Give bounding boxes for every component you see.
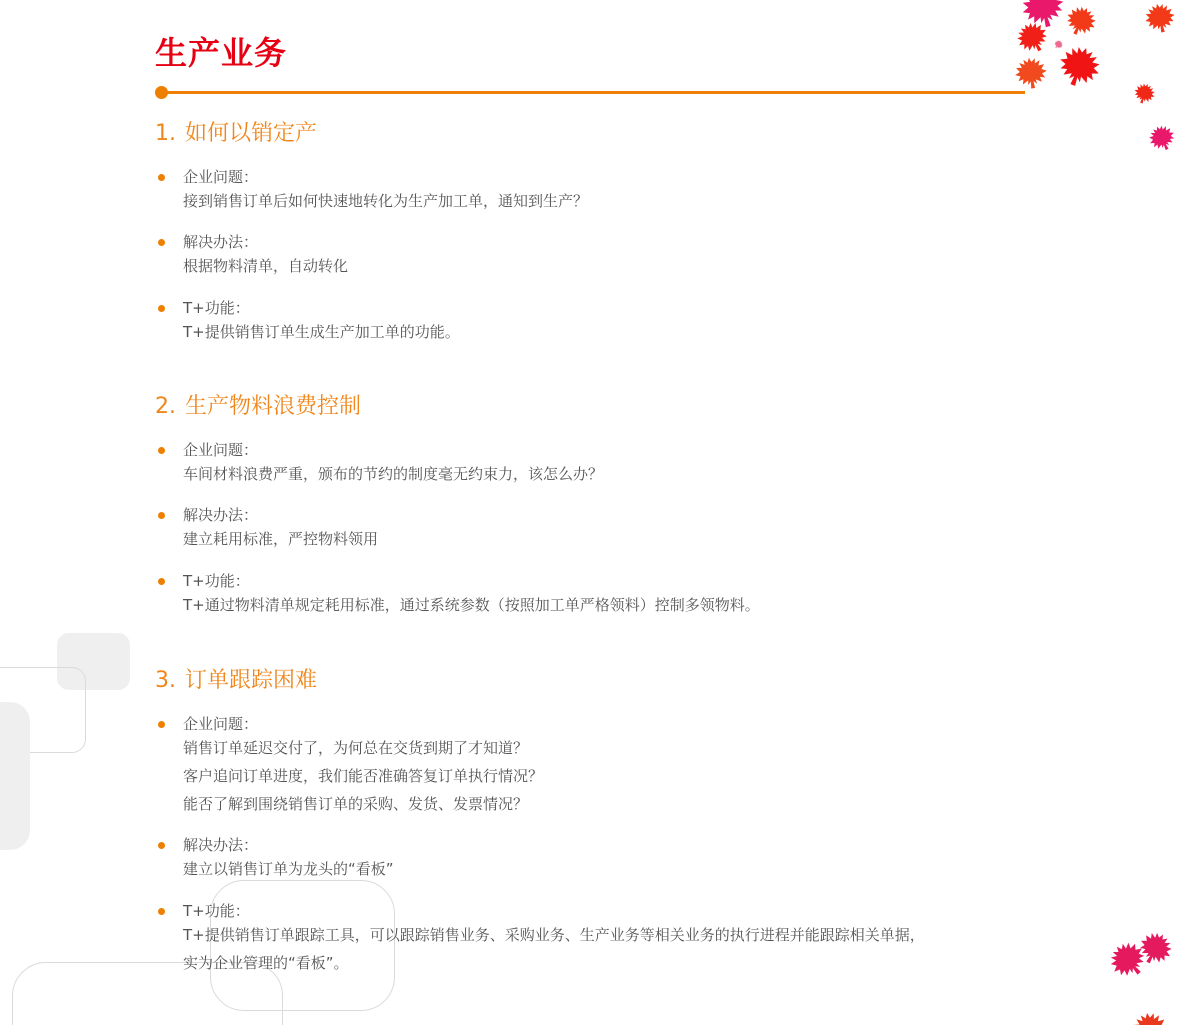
bullet-text-line: T+提供销售订单生成生产加工单的功能。 <box>183 323 460 341</box>
page-title: 生产业务 <box>155 34 288 72</box>
bullet-dot-icon <box>158 578 165 585</box>
bullet-label: T+功能： <box>183 572 250 590</box>
bullet-text-line: T+通过物料清单规定耗用标准，通过系统参数（按照加工单严格领料）控制多领物料。 <box>183 596 760 614</box>
bullet-label: T+功能： <box>183 902 250 920</box>
bullet-label: 企业问题： <box>183 715 259 733</box>
bullet-text-line: 能否了解到围绕销售订单的采购、发货、发票情况？ <box>183 795 529 813</box>
section-title: 如何以销定产 <box>185 121 318 146</box>
bullet-dot-icon <box>158 842 165 849</box>
bullet-label: 解决办法： <box>183 506 259 524</box>
bullet-label: 企业问题： <box>183 168 259 186</box>
bullet-item <box>155 298 1055 346</box>
bullet-text-line: 车间材料浪费严重，颁布的节约的制度毫无约束力，该怎么办？ <box>183 465 604 483</box>
maple-leaf-icon <box>1061 1 1101 41</box>
bullet-label: 企业问题： <box>183 441 259 459</box>
section-number: 3. <box>155 668 176 693</box>
bullet-text-line: 建立耗用标准，严控物料领用 <box>183 530 379 548</box>
maple-leaf-icon <box>1013 55 1049 91</box>
bullet-item <box>155 440 1055 488</box>
bullet-text-line: T+提供销售订单跟踪工具，可以跟踪销售业务、采购业务、生产业务等相关业务的执行进程并能跟踪相关单据， <box>183 926 925 944</box>
bullet-dot-icon <box>158 908 165 915</box>
section-number: 1. <box>155 121 176 146</box>
bullet-item <box>155 232 1055 280</box>
section-title: 生产物料浪费控制 <box>185 394 362 419</box>
maple-leaf-icon <box>1142 0 1178 36</box>
bullet-item <box>155 714 1055 818</box>
bullet-item <box>155 571 1055 619</box>
section-3 <box>155 668 1055 977</box>
bullet-dot-icon <box>158 447 165 454</box>
bullet-label: T+功能： <box>183 299 250 317</box>
bullet-dot-icon <box>158 721 165 728</box>
section-1 <box>155 121 1055 346</box>
section-heading <box>155 668 1055 694</box>
bullet-item <box>155 167 1055 215</box>
bullet-item <box>155 835 1055 883</box>
bullet-text-line: 实为企业管理的“看板”。 <box>183 954 349 972</box>
maple-leaf-icon <box>1131 80 1157 106</box>
bullet-item <box>155 901 1055 977</box>
bullet-text-line: 建立以销售订单为龙头的“看板” <box>183 860 394 878</box>
bullet-text-line: 销售订单延迟交付了，为何总在交货到期了才知道？ <box>183 739 529 757</box>
bullet-dot-icon <box>158 305 165 312</box>
bullet-text-line: 客户追问订单进度，我们能否准确答复订单执行情况？ <box>183 767 544 785</box>
bullet-text-line: 接到销售订单后如何快速地转化为生产加工单，通知到生产？ <box>183 192 589 210</box>
bullet-dot-icon <box>158 174 165 181</box>
section-number: 2. <box>155 394 176 419</box>
section-title: 订单跟踪困难 <box>185 668 318 693</box>
main-content <box>155 0 1055 977</box>
underline-line <box>163 91 1025 94</box>
section-heading <box>155 121 1055 147</box>
bullet-item <box>155 505 1055 553</box>
bullet-label: 解决办法： <box>183 233 259 251</box>
bullet-label: 解决办法： <box>183 836 259 854</box>
bullet-text-line: 根据物料清单，自动转化 <box>183 257 349 275</box>
decor-rounded-square <box>0 702 30 850</box>
maple-leaf-icon <box>1145 121 1179 155</box>
maple-leaf-icon <box>1129 1009 1171 1025</box>
section-heading <box>155 394 1055 420</box>
bullet-dot-icon <box>158 512 165 519</box>
bullet-dot-icon <box>158 239 165 246</box>
section-2 <box>155 394 1055 619</box>
title-underline <box>155 86 1055 99</box>
